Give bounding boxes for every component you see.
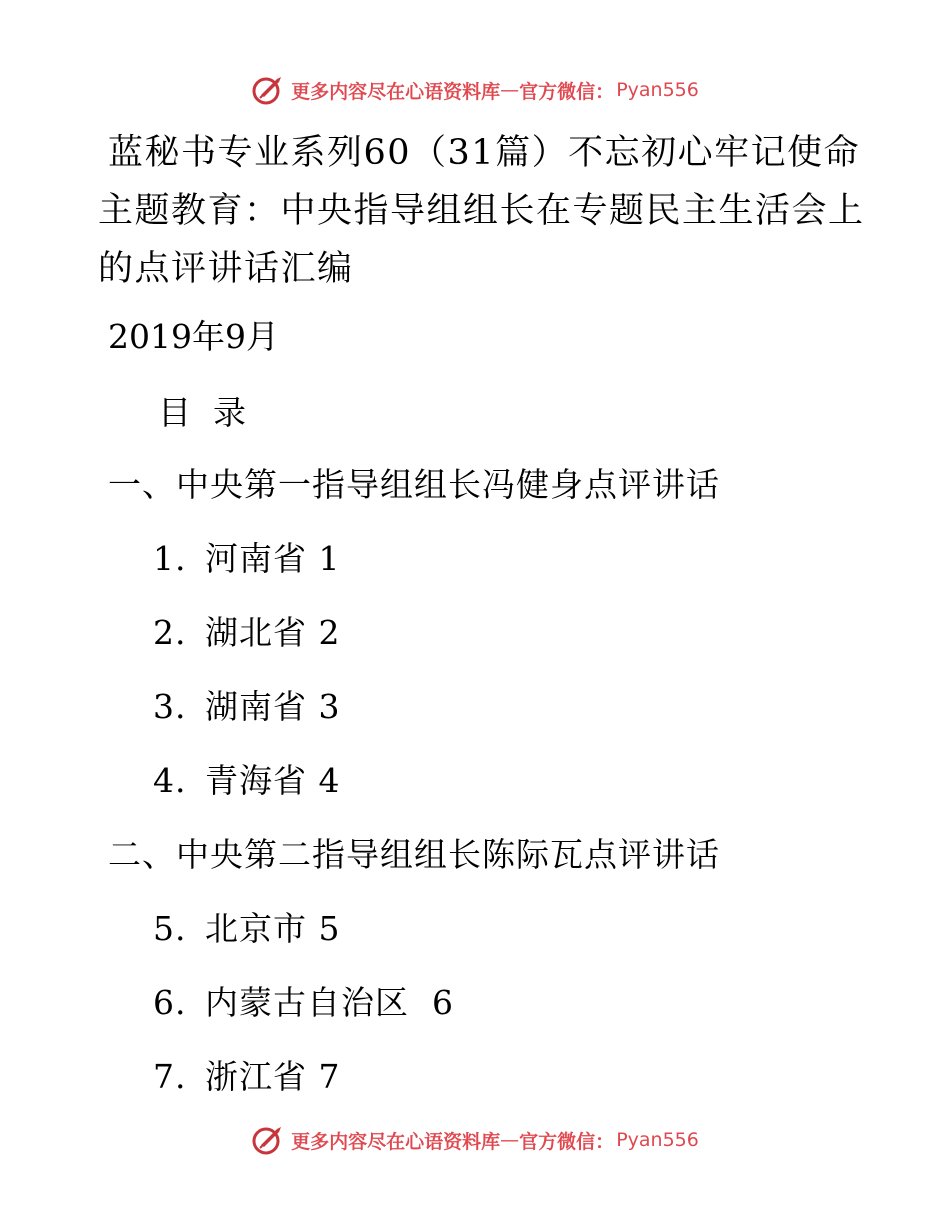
watermark-banner-bottom <box>0 1120 950 1160</box>
quill-logo-icon <box>251 1123 285 1157</box>
toc-item <box>153 900 341 958</box>
toc-item-text: 湖南省 3 <box>205 687 341 726</box>
toc-item-number: 4. <box>153 761 187 800</box>
toc-item-text: 河南省 1 <box>205 539 341 578</box>
toc-item-text: 青海省 4 <box>205 761 341 800</box>
watermark-wechat-id: Pyan556 <box>616 79 699 101</box>
toc-item <box>153 1048 341 1106</box>
toc-item-number: 3. <box>153 687 187 726</box>
toc-section-2: 二、中央第二指导组组长陈际瓦点评讲话 <box>108 835 720 874</box>
toc-heading: 目录 <box>158 393 268 432</box>
toc-item <box>153 678 341 736</box>
watermark-official-text: 官方微信： <box>519 1130 615 1153</box>
toc-item-number: 5. <box>153 909 187 948</box>
watermark-separator: — <box>500 1129 520 1151</box>
toc-item-number: 7. <box>153 1057 187 1096</box>
watermark-wechat-id: Pyan556 <box>616 1129 699 1151</box>
toc-item <box>153 604 341 662</box>
watermark-brand-text: 更多内容尽在心语资料库 <box>291 1130 501 1153</box>
toc-item <box>153 974 454 1032</box>
toc-section-1: 一、中央第一指导组组长冯健身点评讲话 <box>108 465 720 504</box>
toc-item <box>153 530 341 588</box>
toc-item <box>153 752 341 810</box>
watermark-official-text: 官方微信： <box>519 80 615 103</box>
toc-item-text: 浙江省 7 <box>205 1057 341 1096</box>
toc-item-text: 北京市 5 <box>205 909 341 948</box>
document-date: 2019年9月 <box>108 317 279 356</box>
watermark-separator: — <box>500 79 520 101</box>
toc-item-number: 6. <box>153 983 187 1022</box>
document-title: 蓝秘书专业系列60（31篇）不忘初心牢记使命主题教育：中央指导组组长在专题民主生活会上的点评讲话汇编 <box>98 133 865 289</box>
watermark-banner-top <box>0 70 950 110</box>
toc-item-text: 内蒙古自治区 6 <box>205 983 454 1022</box>
quill-logo-icon <box>251 73 285 107</box>
toc-item-text: 湖北省 2 <box>205 613 341 652</box>
watermark-brand-text: 更多内容尽在心语资料库 <box>291 80 501 103</box>
toc-item-number: 2. <box>153 613 187 652</box>
toc-item-number: 1. <box>153 539 187 578</box>
